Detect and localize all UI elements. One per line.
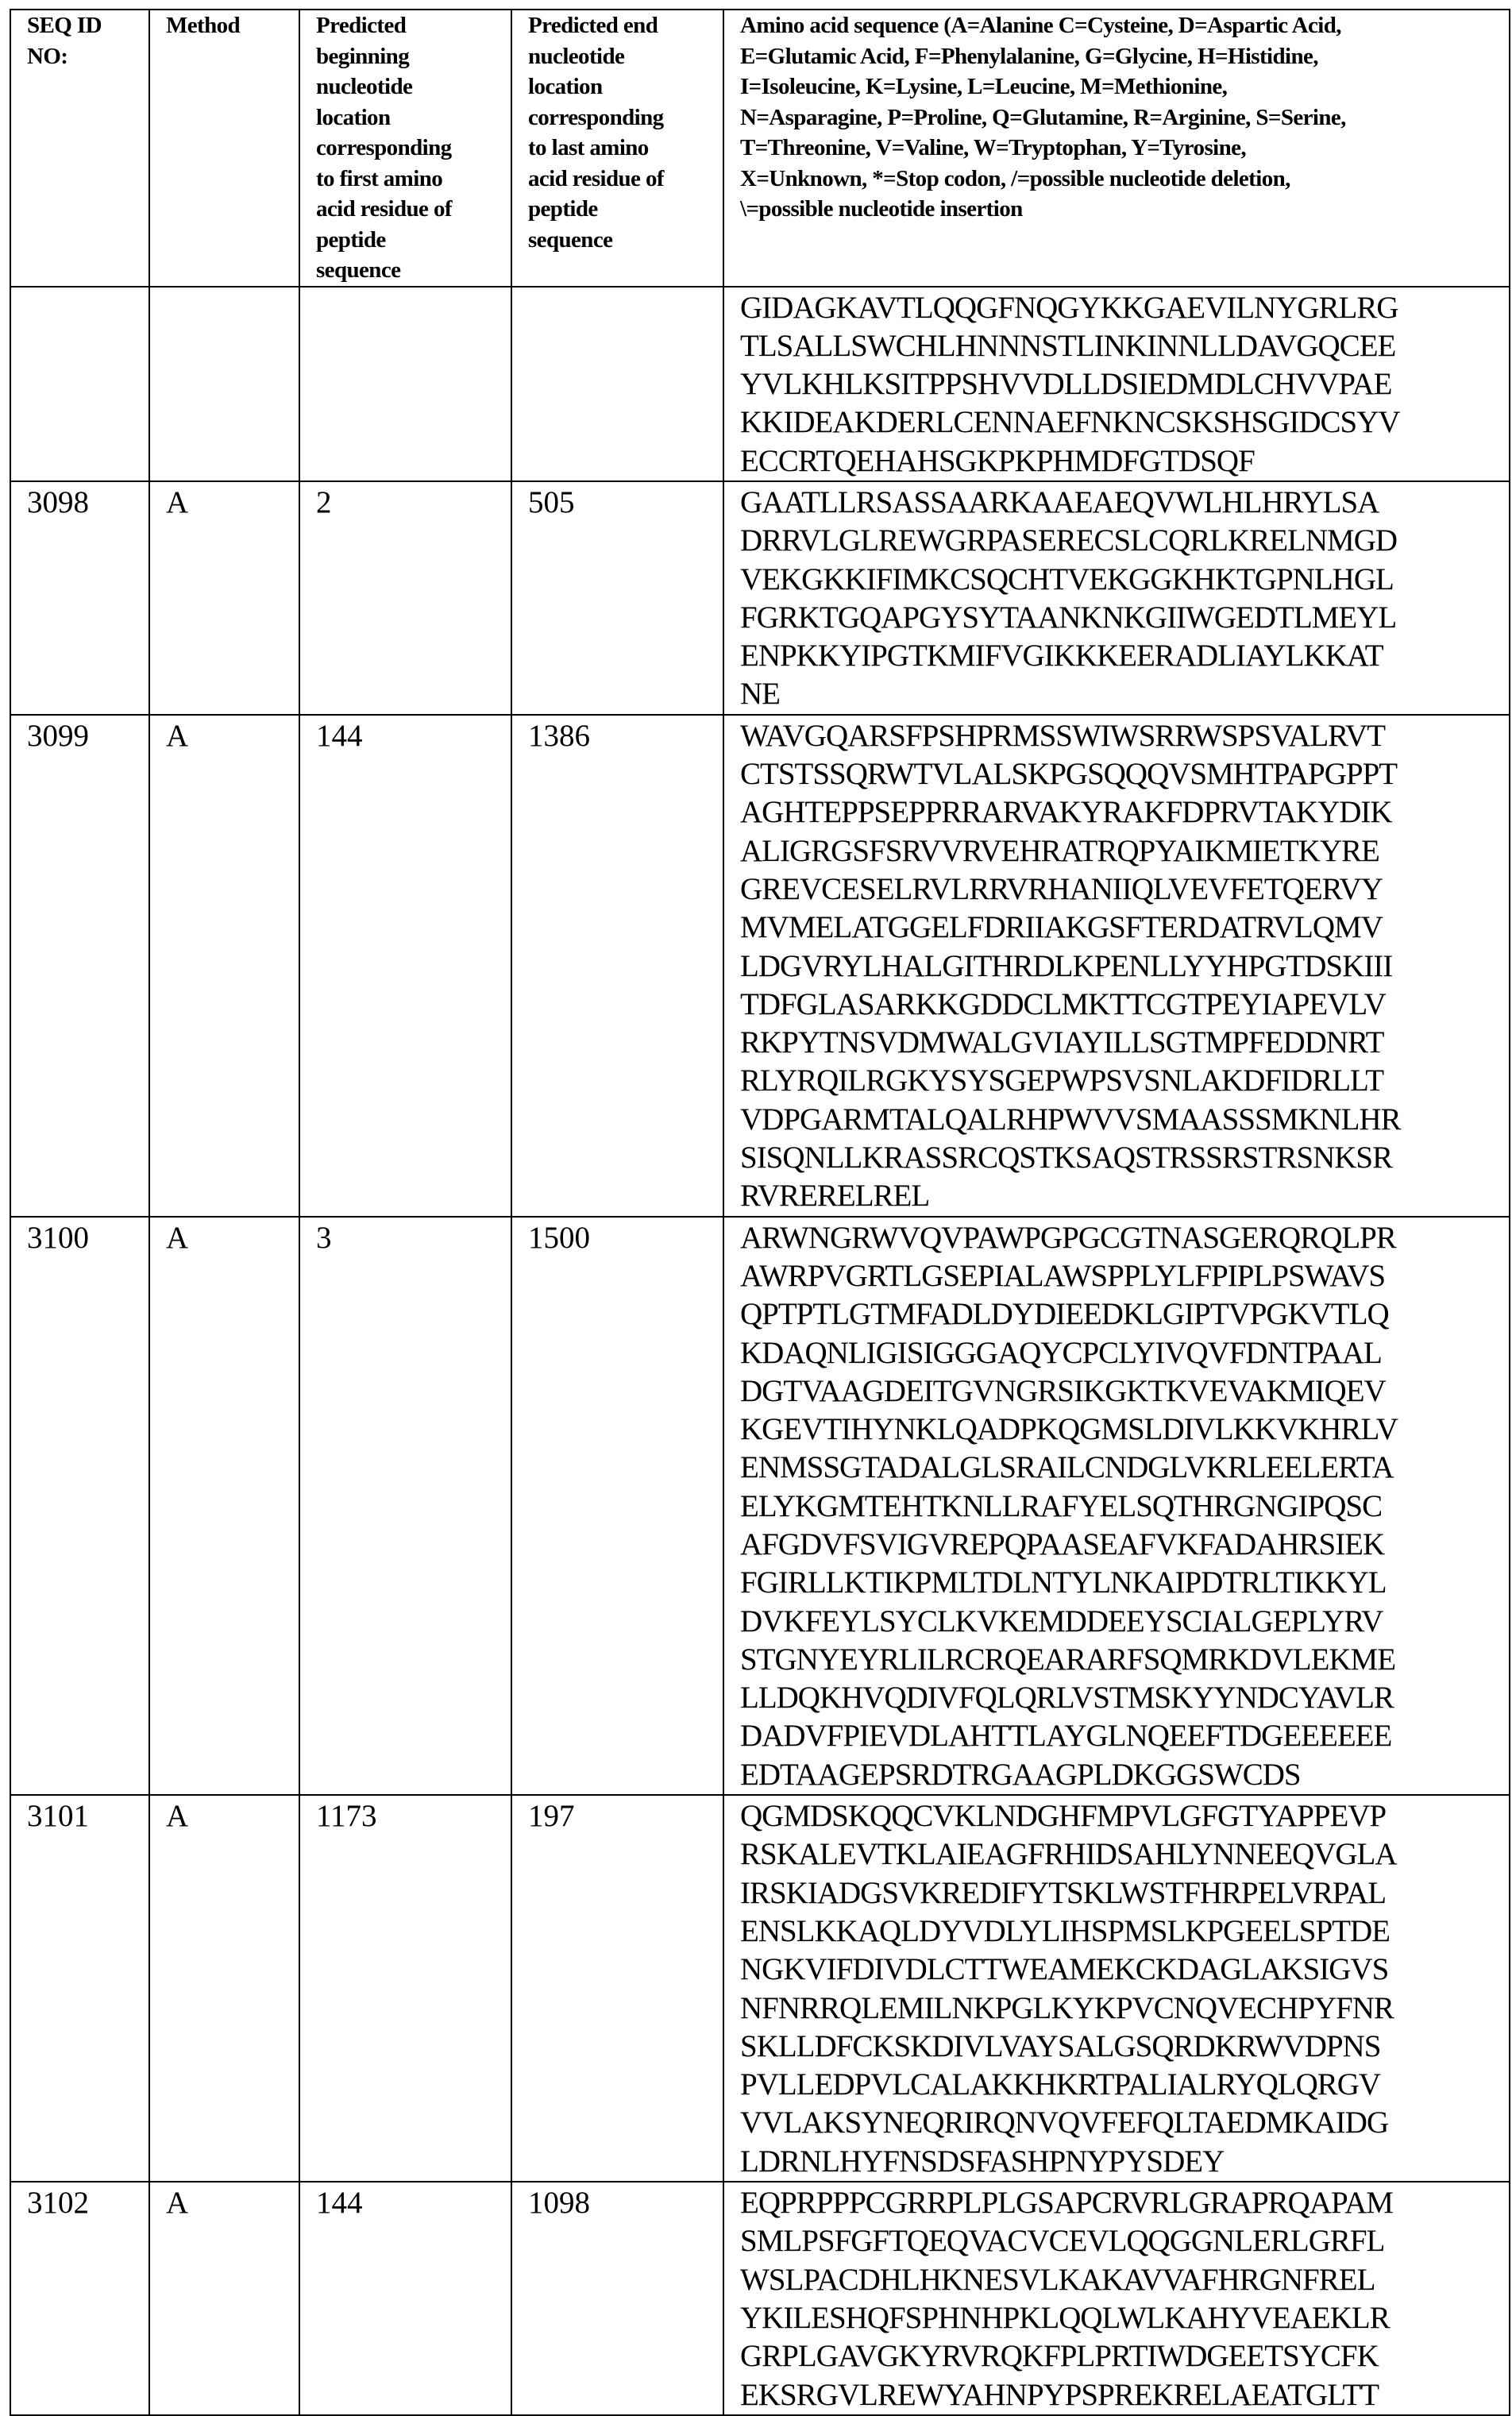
text-line: RVRERELREL (740, 1177, 1509, 1215)
end-location-cell: 197 (511, 1795, 723, 2182)
text-line: X=Unknown, *=Stop codon, /=possible nucleotide deletion, (740, 164, 1509, 195)
method-cell: A (149, 481, 299, 715)
text-line: WAVGQARSFPSHPRMSSWIWSRRWSPSVALRVT (740, 717, 1509, 755)
text-line: NO: (27, 41, 148, 72)
text-line: KGEVTIHYNKLQADPKQGMSLDIVLKKVKHRLV (740, 1411, 1509, 1449)
begin-location-cell (299, 287, 511, 481)
text-line: peptide (316, 225, 511, 256)
method-cell: A (149, 1795, 299, 2182)
text-line: I=Isoleucine, K=Lysine, L=Leucine, M=Methionine, (740, 71, 1509, 102)
text-line: VDPGARMTALQALRHPWVVSMAASSSMKNLHR (740, 1101, 1509, 1139)
end-location-cell: 1386 (511, 715, 723, 1217)
text-line: TDFGLASARKKGDDCLMKTTCGTPEYIAPEVLV (740, 986, 1509, 1024)
table-row (10, 2182, 1510, 2415)
end-location-cell (511, 287, 723, 481)
text-line: RSKALEVTKLAIEAGFRHIDSAHLYNNEEQVGLA (740, 1835, 1509, 1874)
text-line: to first amino (316, 164, 511, 195)
text-line: AWRPVGRTLGSEPIALAWSPPLYLFPIPLPSWAVS (740, 1257, 1509, 1295)
text-line: ELYKGMTEHTKNLLRAFYELSQTHRGNGIPQSC (740, 1488, 1509, 1526)
table-row (10, 715, 1510, 1217)
text-line: nucleotide (316, 71, 511, 102)
table-row (10, 1217, 1510, 1795)
text-line: location (316, 102, 511, 133)
begin-location-cell: 144 (299, 2182, 511, 2415)
method-cell: A (149, 1217, 299, 1795)
text-line: TLSALLSWCHLHNNNSTLINKINNLLDAVGQCEE (740, 327, 1509, 365)
header-end-location (511, 10, 723, 287)
text-line: acid residue of (528, 164, 723, 195)
text-line: SISQNLLKRASSRCQSTKSAQSTRSSRSTRSNKSR (740, 1139, 1509, 1177)
text-line: corresponding (528, 102, 723, 133)
seq-id-cell (10, 287, 149, 481)
begin-location-cell: 1173 (299, 1795, 511, 2182)
text-line: E=Glutamic Acid, F=Phenylalanine, G=Glycine, H=Histidine, (740, 41, 1509, 72)
text-line: ALIGRGSFSRVVRVEHRATRQPYAIKMIETKYRE (740, 832, 1509, 870)
text-line: YKILESHQFSPHNHPKLQQLWLKAHYVEAEKLR (740, 2299, 1509, 2337)
table-row (10, 481, 1510, 715)
sequence-cell (723, 715, 1510, 1217)
text-line: GREVCESELRVLRRVRHANIIQLVEVFETQERVY (740, 870, 1509, 909)
method-cell: A (149, 715, 299, 1217)
text-line: RKPYTNSVDMWALGVIAYILLSGTMPFEDDNRT (740, 1024, 1509, 1062)
text-line: WSLPACDHLHKNESVLKAKAVVAFHRGNFREL (740, 2261, 1509, 2299)
text-line: EDTAAGEPSRDTRGAAGPLDKGGSWCDS (740, 1756, 1509, 1794)
seq-id-cell: 3101 (10, 1795, 149, 2182)
begin-location-cell: 3 (299, 1217, 511, 1795)
text-line: Predicted (316, 10, 511, 41)
text-line: acid residue of (316, 194, 511, 225)
text-line: Predicted end (528, 10, 723, 41)
text-line: Amino acid sequence (A=Alanine C=Cysteine, D=Aspartic Acid, (740, 10, 1509, 41)
sequence-cell (723, 1795, 1510, 2182)
text-line: EQPRPPPCGRRPLPLGSAPCRVRLGRAPRQAPAM (740, 2184, 1509, 2222)
text-line: peptide (528, 194, 723, 225)
text-line: NGKVIFDIVDLCTTWEAMEKCKDAGLAKSIGVS (740, 1951, 1509, 1989)
text-line: ENMSSGTADALGLSRAILCNDGLVKRLEELERTA (740, 1449, 1509, 1487)
method-cell (149, 287, 299, 481)
text-line: VVLAKSYNEQRIRQNVQVFEFQLTAEDMKAIDG (740, 2104, 1509, 2142)
text-line: FGIRLLKTIKPMLTDLNTYLNKAIPDTRLTIKKYL (740, 1564, 1509, 1602)
table-header-row (10, 10, 1510, 287)
text-line: DGTVAAGDEITGVNGRSIKGKTKVEVAKMIQEV (740, 1372, 1509, 1411)
seq-id-cell: 3099 (10, 715, 149, 1217)
sequence-cell (723, 2182, 1510, 2415)
header-seq-id (10, 10, 149, 287)
sequence-cell (723, 481, 1510, 715)
text-line: YVLKHLKSITPPSHVVDLLDSIEDMDLCHVVPAE (740, 365, 1509, 403)
text-line: MVMELATGGELFDRIIAKGSFTERDATRVLQMV (740, 909, 1509, 947)
text-line: RLYRQILRGKYSYSGEPWPSVSNLAKDFIDRLLT (740, 1062, 1509, 1100)
text-line: KDAQNLIGISIGGGAQYCPCLYIVQVFDNTPAAL (740, 1334, 1509, 1372)
text-line: LDRNLHYFNSDSFASHPNYPYSDEY (740, 2143, 1509, 2181)
end-location-cell: 1500 (511, 1217, 723, 1795)
text-line: DADVFPIEVDLAHTTLAYGLNQEEFTDGEEEEEE (740, 1717, 1509, 1755)
method-cell: A (149, 2182, 299, 2415)
text-line: LDGVRYLHALGITHRDLKPENLLYYHPGTDSKIII (740, 947, 1509, 986)
text-line: location (528, 71, 723, 102)
seq-id-cell: 3100 (10, 1217, 149, 1795)
text-line: T=Threonine, V=Valine, W=Tryptophan, Y=Tyrosine, (740, 133, 1509, 164)
text-line: AFGDVFSVIGVREPQPAASEAFVKFADAHRSIEK (740, 1526, 1509, 1564)
text-line: DRRVLGLREWGRPASERECSLCQRLKRELNMGD (740, 522, 1509, 560)
table-row (10, 287, 1510, 481)
text-line: CTSTSSQRWTVLALSKPGSQQQVSMHTPAPGPPT (740, 755, 1509, 793)
sequence-cell (723, 1217, 1510, 1795)
text-line: NE (740, 675, 1509, 713)
table-row (10, 1795, 1510, 2182)
seq-id-cell: 3098 (10, 481, 149, 715)
text-line: SKLLDFCKSKDIVLVAYSALGSQRDKRWVDPNS (740, 2028, 1509, 2066)
text-line: GRPLGAVGKYRVRQKFPLPRTIWDGEETSYCFK (740, 2337, 1509, 2375)
text-line: EKSRGVLREWYAHNPYPSPREKRELAEATGLTT (740, 2376, 1509, 2414)
text-line: beginning (316, 41, 511, 72)
text-line: nucleotide (528, 41, 723, 72)
text-line: GIDAGKAVTLQQGFNQGYKKGAEVILNYGRLRG (740, 289, 1509, 327)
text-line: LLDQKHVQDIVFQLQRLVSTMSKYYNDCYAVLR (740, 1679, 1509, 1717)
sequence-table (10, 9, 1510, 2416)
text-line: corresponding (316, 133, 511, 164)
text-line: QGMDSKQQCVKLNDGHFMPVLGFGTYAPPEVP (740, 1797, 1509, 1835)
text-line: SMLPSFGFTQEQVACVCEVLQQGGNLERLGRFL (740, 2222, 1509, 2260)
text-line: ENPKKYIPGTKMIFVGIKKKEERADLIAYLKKAT (740, 637, 1509, 675)
end-location-cell: 1098 (511, 2182, 723, 2415)
text-line: to last amino (528, 133, 723, 164)
text-line: \=possible nucleotide insertion (740, 194, 1509, 225)
text-line: Method (166, 10, 299, 41)
text-line: KKIDEAKDERLCENNAEFNKNCSKSHSGIDCSYV (740, 403, 1509, 442)
text-line: VEKGKKIFIMKCSQCHTVEKGGKHKTGPNLHGL (740, 561, 1509, 599)
header-amino-acid-sequence (723, 10, 1510, 287)
sequence-cell (723, 287, 1510, 481)
begin-location-cell: 144 (299, 715, 511, 1217)
text-line: N=Asparagine, P=Proline, Q=Glutamine, R=Arginine, S=Serine, (740, 102, 1509, 133)
text-line: GAATLLRSASSAARKAAEAEQVWLHLHRYLSA (740, 484, 1509, 522)
text-line: DVKFEYLSYCLKVKEMDDEEYSCIALGEPLYRV (740, 1603, 1509, 1641)
text-line: STGNYEYRLILRCRQEARARFSQMRKDVLEKME (740, 1641, 1509, 1679)
text-line: NFNRRQLEMILNKPGLKYKPVCNQVECHPYFNR (740, 1990, 1509, 2028)
text-line: AGHTEPPSEPPRRARVAKYRAKFDPRVTAKYDIK (740, 793, 1509, 832)
text-line: sequence (528, 225, 723, 256)
text-line: PVLLEDPVLCALAKKHKRTPALIALRYQLQRGV (740, 2066, 1509, 2104)
begin-location-cell: 2 (299, 481, 511, 715)
text-line: ARWNGRWVQVPAWPGPGCGTNASGERQRQLPR (740, 1219, 1509, 1257)
end-location-cell: 505 (511, 481, 723, 715)
header-begin-location (299, 10, 511, 287)
text-line: QPTPTLGTMFADLDYDIEEDKLGIPTVPGKVTLQ (740, 1295, 1509, 1333)
text-line: SEQ ID (27, 10, 148, 41)
seq-id-cell: 3102 (10, 2182, 149, 2415)
text-line: FGRKTGQAPGYSYTAANKNKGIIWGEDTLMEYL (740, 599, 1509, 637)
text-line: ENSLKKAQLDYVDLYLIHSPMSLKPGEELSPTDE (740, 1912, 1509, 1951)
text-line: ECCRTQEHAHSGKPKPHMDFGTDSQF (740, 442, 1509, 480)
text-line: IRSKIADGSVKREDIFYTSKLWSTFHRPELVRPAL (740, 1874, 1509, 1912)
header-method (149, 10, 299, 287)
text-line: sequence (316, 255, 511, 286)
